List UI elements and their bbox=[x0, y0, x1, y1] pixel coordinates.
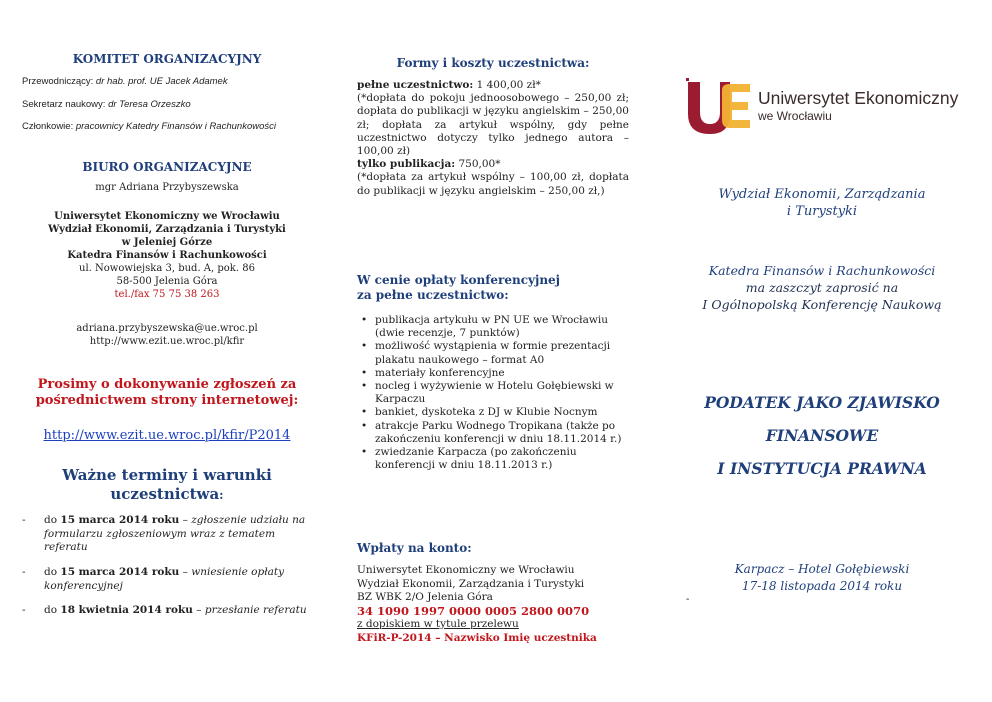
term-text bbox=[44, 604, 312, 618]
registration-link-wrap bbox=[22, 428, 312, 443]
contact-block bbox=[22, 322, 312, 348]
ue-logo-icon bbox=[686, 78, 754, 138]
logo-accent-mark bbox=[686, 78, 689, 81]
address-line-department: Katedra Finansów i Rachunkowości bbox=[67, 250, 267, 261]
list-item-text: atrakcje Parku Wodnego Tropikana (także po zakończeniu konferencji w dniu 18.11.2014 r.) bbox=[375, 419, 622, 445]
list-item-text: zwiedzanie Karpacza (po zakończeniu konferencji w dniu 18.11.2013 r.) bbox=[375, 446, 577, 472]
term-description: zgłoszenie udziału na formularzu zgłoszeniowym wraz z tematem referatu bbox=[44, 514, 306, 553]
term-dash: - bbox=[22, 604, 26, 616]
secretary-name: dr Teresa Orzeszko bbox=[108, 99, 191, 110]
department-name: Katedra Finansów i Rachunkowości bbox=[708, 263, 936, 278]
publication-only-notes: (*dopłata za artykuł wspólny – 100,00 zł, dopłata do publikacji w języku angielskim – 250,00 zł,) bbox=[357, 171, 629, 197]
terms-title bbox=[22, 466, 312, 505]
chair-name: dr hab. prof. UE Jacek Adamek bbox=[95, 76, 228, 87]
full-participation bbox=[357, 79, 629, 92]
faculty-name-line2: i Turystyki bbox=[786, 204, 858, 219]
full-participation-notes: (*dopłata do pokoju jednoosobowego – 250,00 zł; dopłata do publikacji w języku angielskim – 250,00 zł; dopłata za artykuł wspólny, gdy pełne uczestnictwo dotyczy tylko jednego autora – 100,00 zł) bbox=[357, 92, 629, 158]
office-person: mgr Adriana Przybyszewska bbox=[95, 182, 239, 193]
terms-title-colon: : bbox=[219, 488, 224, 502]
logo-university-name: Uniwersytet Ekonomiczny bbox=[758, 88, 959, 108]
address-line-university: Uniwersytet Ekonomiczny we Wrocławiu bbox=[54, 211, 280, 222]
includes-list bbox=[357, 314, 629, 472]
conference-title bbox=[672, 386, 972, 485]
list-item-text: możliwość wystąpienia w formie prezentacji plakatu naukowego – format A0 bbox=[375, 340, 611, 366]
list-item bbox=[357, 420, 629, 446]
list-item bbox=[357, 340, 629, 366]
payment-reference: KFiR-P-2014 – Nazwisko Imię uczestnika bbox=[357, 631, 597, 644]
term-date: 15 marca 2014 roku bbox=[60, 514, 180, 526]
members-name: pracownicy Katedry Finansów i Rachunkowości bbox=[75, 121, 276, 132]
invitation bbox=[672, 262, 972, 313]
bullet-icon: • bbox=[361, 366, 368, 379]
registration-link[interactable]: http://www.ezit.ue.wroc.pl/kfir/P2014 bbox=[43, 428, 291, 443]
fees-title: Formy i koszty uczestnictwa: bbox=[396, 56, 590, 70]
fees-block bbox=[357, 79, 629, 198]
university-logo bbox=[686, 78, 976, 138]
term-description: przesłanie referatu bbox=[204, 604, 307, 616]
list-item-text: nocleg i wyżywienie w Hotelu Gołębiewski w Karpaczu bbox=[375, 380, 614, 406]
secretary-line bbox=[22, 99, 191, 110]
contact-email[interactable]: adriana.przybyszewska@ue.wroc.pl bbox=[76, 323, 258, 334]
term-dash: - bbox=[22, 566, 26, 578]
address-line-city: w Jeleniej Górze bbox=[121, 237, 213, 248]
payment-line-university: Uniwersytet Ekonomiczny we Wrocławiu bbox=[357, 564, 575, 576]
includes-title-line1: W cenie opłaty konferencyjnej bbox=[357, 273, 561, 287]
faculty-name-line1: Wydział Ekonomii, Zarządzania bbox=[718, 187, 926, 202]
registration-note-line2: pośrednictwem strony internetowej: bbox=[35, 393, 299, 408]
office-title: BIURO ORGANIZACYJNE bbox=[82, 160, 252, 174]
payment-note: z dopiskiem w tytule przelewu bbox=[357, 618, 519, 630]
registration-note-line1: Prosimy o dokonywanie zgłoszeń za bbox=[37, 377, 297, 392]
list-item bbox=[357, 314, 629, 340]
bullet-icon: • bbox=[361, 380, 368, 393]
members-line bbox=[22, 121, 276, 132]
list-item bbox=[357, 367, 629, 380]
full-participation-label: pełne uczestnictwo: bbox=[357, 79, 474, 91]
payment-line-faculty: Wydział Ekonomii, Zarządzania i Turystyki bbox=[357, 577, 585, 590]
term-dash: - bbox=[22, 514, 26, 526]
bullet-icon: • bbox=[361, 406, 368, 419]
list-item-text: publikacja artykułu w PN UE we Wrocławiu (dwie recenzje, 7 punktów) bbox=[375, 314, 608, 340]
bullet-icon: • bbox=[361, 340, 368, 353]
full-participation-price: 1 400,00 zł* bbox=[473, 79, 541, 91]
logo-e-shape bbox=[722, 84, 750, 128]
terms-title-line2-text: uczestnictwa bbox=[110, 485, 220, 503]
faculty-name bbox=[672, 186, 972, 220]
payment-account-number: 34 1090 1997 0000 0005 2800 0070 bbox=[357, 603, 590, 618]
address-phone: tel./fax 75 75 38 263 bbox=[114, 289, 220, 300]
includes-title-line2: za pełne uczestnictwo: bbox=[357, 288, 509, 302]
address-line-street: ul. Nowowiejska 3, bud. A, pok. 86 bbox=[79, 263, 255, 274]
term-prefix: do bbox=[44, 566, 61, 578]
invitation-line1: ma zaszczyt zaprosić na bbox=[745, 280, 899, 295]
contact-website[interactable]: http://www.ezit.ue.wroc.pl/kfir bbox=[89, 336, 245, 347]
term-date: 18 kwietnia 2014 roku bbox=[60, 604, 193, 616]
term-text bbox=[44, 514, 312, 555]
list-item-text: bankiet, dyskoteka z DJ w Klubie Nocnym bbox=[375, 406, 598, 419]
publication-only bbox=[357, 158, 629, 171]
members-label: Członkowie: bbox=[22, 121, 74, 132]
term-prefix: do bbox=[44, 514, 61, 526]
conference-title-line1: PODATEK JAKO ZJAWISKO bbox=[704, 393, 940, 412]
term-separator: – bbox=[179, 566, 192, 578]
chair-line bbox=[22, 76, 228, 87]
secretary-label: Sekretarz naukowy: bbox=[22, 99, 106, 110]
invitation-line2: I Ogólnopolską Konferencję Naukową bbox=[702, 297, 942, 312]
address-line-postcode: 58-500 Jelenia Góra bbox=[116, 276, 218, 287]
term-prefix: do bbox=[44, 604, 61, 616]
stray-dash: - bbox=[686, 594, 690, 605]
payment-line-bank: BZ WBK 2/O Jelenia Góra bbox=[357, 591, 493, 603]
term-separator: – bbox=[179, 514, 192, 526]
term-text bbox=[44, 566, 312, 593]
bullet-icon: • bbox=[361, 446, 368, 459]
logo-university-city: we Wrocławiu bbox=[758, 109, 832, 123]
publication-only-price: 750,00* bbox=[455, 158, 501, 171]
registration-note bbox=[22, 377, 312, 409]
terms-title-line1: Ważne terminy i warunki bbox=[62, 466, 272, 484]
chair-label: Przewodniczący: bbox=[22, 76, 94, 87]
conference-title-line3: I INSTYTUCJA PRAWNA bbox=[717, 459, 927, 478]
list-item bbox=[357, 446, 629, 472]
conference-dates: 17-18 listopada 2014 roku bbox=[741, 579, 903, 593]
address-line-faculty: Wydział Ekonomii, Zarządzania i Turystyki bbox=[48, 224, 286, 235]
conference-title-line2: FINANSOWE bbox=[765, 426, 879, 445]
includes-title bbox=[357, 273, 629, 303]
term-separator: – bbox=[192, 604, 205, 616]
office-address bbox=[22, 210, 312, 301]
list-item bbox=[357, 380, 629, 406]
term-description: wniesienie opłaty konferencyjnej bbox=[44, 566, 285, 592]
list-item bbox=[357, 406, 629, 419]
payment-block bbox=[357, 564, 629, 645]
list-item-text: materiały konferencyjne bbox=[375, 366, 505, 379]
publication-only-label: tylko publikacja: bbox=[357, 158, 456, 171]
term-date: 15 marca 2014 roku bbox=[60, 566, 180, 578]
payment-title: Wpłaty na konto: bbox=[357, 541, 472, 555]
committee-title: KOMITET ORGANIZACYJNY bbox=[72, 52, 262, 66]
bullet-icon: • bbox=[361, 314, 368, 326]
bullet-icon: • bbox=[361, 419, 368, 432]
terms-title-line2 bbox=[22, 485, 312, 505]
conference-venue bbox=[672, 561, 972, 595]
conference-place: Karpacz – Hotel Gołębiewski bbox=[734, 562, 910, 576]
